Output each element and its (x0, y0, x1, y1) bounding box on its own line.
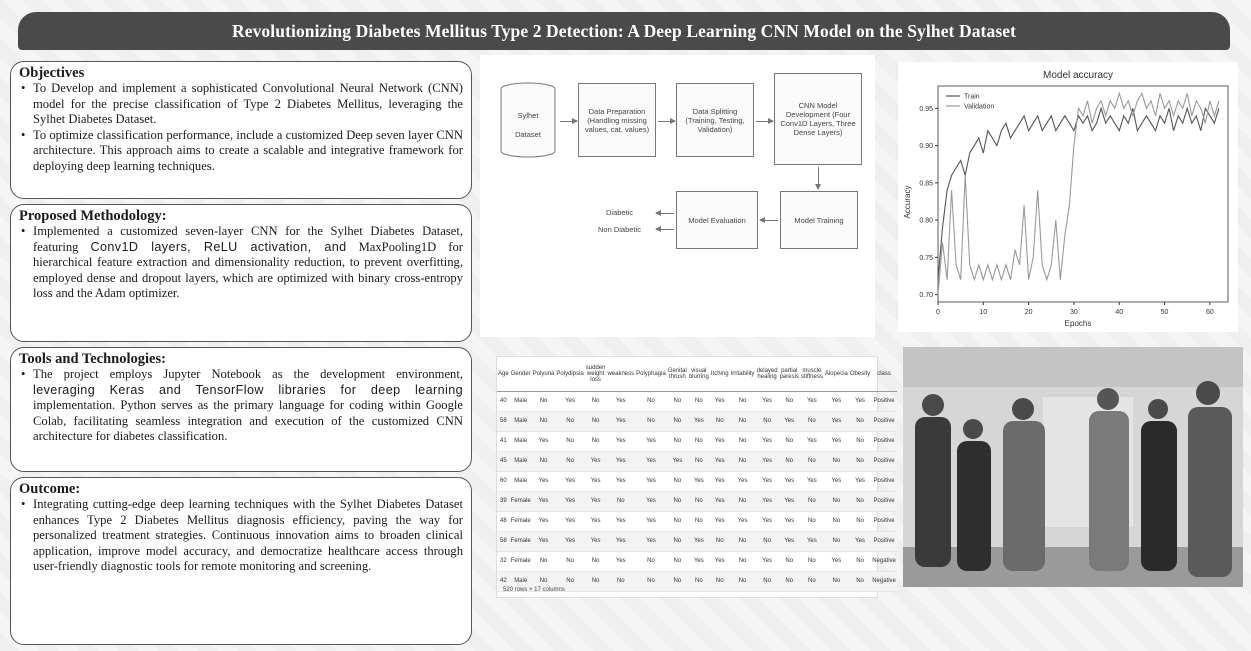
table-cell: Yes (606, 391, 635, 411)
table-cell: Yes (606, 551, 635, 571)
table-cell: Yes (824, 471, 849, 491)
table-column-header: partial paresis (779, 357, 800, 391)
table-cell: Yes (730, 511, 756, 531)
methodology-item (19, 224, 463, 302)
table-row (497, 491, 897, 511)
table-row (497, 531, 897, 551)
dataset-table-panel (496, 356, 896, 598)
table-cell: Positive (871, 451, 897, 471)
table-header-row (497, 357, 897, 391)
table-row (497, 411, 897, 431)
table-cell: 45 (497, 451, 510, 471)
outcome-list (19, 497, 463, 575)
table-cell: No (555, 411, 584, 431)
x-tick-label: 40 (1115, 309, 1124, 316)
table-cell: No (635, 391, 667, 411)
table-cell: No (730, 451, 756, 471)
table-cell: Yes (532, 531, 556, 551)
table-cell: No (606, 491, 635, 511)
tools-code-text: leveraging Keras and TensorFlow libraries for deep learning (33, 382, 463, 397)
chart-plot-area (919, 86, 1228, 316)
tools-text: The project employs Jupyter Notebook as the development environment, (33, 367, 463, 381)
table-cell: Yes (688, 471, 710, 491)
table-cell: No (710, 411, 730, 431)
methodology-list (19, 224, 463, 302)
series-line-train (938, 108, 1219, 279)
table-cell: No (849, 431, 871, 451)
table-cell: No (688, 431, 710, 451)
table-cell: Yes (606, 511, 635, 531)
table-cell: No (730, 571, 756, 591)
team-photo-image (903, 347, 1243, 587)
table-cell: Yes (800, 531, 824, 551)
table-cell: No (606, 571, 635, 591)
table-cell: Yes (667, 451, 688, 471)
table-cell: No (555, 571, 584, 591)
table-cell: Yes (849, 531, 871, 551)
table-cell: Yes (555, 531, 584, 551)
dataset-label (510, 111, 546, 139)
table-cell: Yes (606, 411, 635, 431)
chart-title: Model accuracy (1042, 70, 1114, 81)
table-column-header: muscle stiffness (800, 357, 824, 391)
table-row (497, 451, 897, 471)
poster-title: Revolutionizing Diabetes Mellitus Type 2 Detection: A Deep Learning CNN Model on the Sylhet Dataset (231, 20, 1017, 41)
table-row (497, 431, 897, 451)
table-cell: Yes (688, 551, 710, 571)
table-cell: 58 (497, 411, 510, 431)
table-cell: No (824, 571, 849, 591)
table-cell: Yes (635, 511, 667, 531)
table-cell: Male (510, 411, 532, 431)
objective-item: • To optimize classification performance, include a customized Deep seven layer CNN architecture. This approach aims to create a scalable and integrative framework for deploying deep learning techniques. (19, 128, 463, 175)
table-cell: No (756, 411, 779, 431)
table-cell: Yes (800, 431, 824, 451)
table-cell: No (756, 571, 779, 591)
dataset-table (497, 357, 897, 592)
methodology-code-text: Conv1D layers, ReLU activation, and (90, 239, 347, 254)
table-cell: Yes (710, 471, 730, 491)
table-cell: No (555, 431, 584, 451)
table-cell: Yes (585, 511, 607, 531)
table-cell: Yes (606, 531, 635, 551)
x-tick-label: 50 (1160, 309, 1169, 316)
table-cell: Male (510, 451, 532, 471)
table-cell: Positive (871, 531, 897, 551)
flow-arrow (560, 121, 577, 122)
table-cell: Yes (824, 391, 849, 411)
table-cell: No (555, 451, 584, 471)
table-cell: Yes (710, 431, 730, 451)
table-cell: No (779, 571, 800, 591)
table-footer: 520 rows × 17 columns (503, 587, 565, 593)
table-cell: Yes (635, 431, 667, 451)
table-cell: Yes (756, 391, 779, 411)
table-cell: No (730, 411, 756, 431)
x-tick-label: 10 (979, 309, 988, 316)
table-cell: No (779, 391, 800, 411)
y-tick-label: 0.80 (919, 217, 933, 225)
objectives-heading: Objectives (19, 65, 85, 81)
table-cell: Yes (710, 391, 730, 411)
table-cell: No (849, 511, 871, 531)
splitting-step: Data Splitting (Training, Testing, Validation) (676, 83, 754, 157)
table-cell: No (824, 511, 849, 531)
table-cell: Yes (779, 411, 800, 431)
chart-xlabel: Epochs (1064, 319, 1092, 328)
methodology-heading: Proposed Methodology: (19, 208, 167, 224)
table-cell: 39 (497, 491, 510, 511)
table-cell: Yes (756, 511, 779, 531)
table-cell: Yes (756, 471, 779, 491)
table-cell: Yes (585, 531, 607, 551)
x-tick-label: 20 (1024, 309, 1033, 316)
table-cell: No (710, 571, 730, 591)
table-cell: No (585, 411, 607, 431)
series-line-validation (938, 93, 1219, 294)
table-cell: Yes (635, 451, 667, 471)
table-cell: Male (510, 391, 532, 411)
table-cell: No (688, 491, 710, 511)
table-cell: No (688, 391, 710, 411)
table-cell: Yes (710, 491, 730, 511)
table-cell: Yes (555, 511, 584, 531)
table-column-header: Polyphagia (635, 357, 667, 391)
table-cell: Yes (710, 551, 730, 571)
table-cell: Positive (871, 391, 897, 411)
table-cell: Male (510, 471, 532, 491)
table-cell: Yes (800, 391, 824, 411)
table-cell: No (849, 411, 871, 431)
accuracy-chart-panel (898, 62, 1238, 332)
x-tick-label: 30 (1070, 309, 1078, 316)
table-cell: No (635, 551, 667, 571)
table-cell: Yes (710, 511, 730, 531)
dataset-label-line: Dataset (515, 130, 541, 139)
table-cell: No (585, 571, 607, 591)
y-tick-label: 0.90 (919, 143, 933, 151)
accuracy-chart (898, 62, 1238, 332)
table-cell: Yes (756, 551, 779, 571)
table-cell: No (800, 491, 824, 511)
table-cell: Negative (871, 551, 897, 571)
table-cell: No (730, 431, 756, 451)
table-cell: No (730, 551, 756, 571)
training-step: Model Training (780, 191, 858, 249)
table-column-header: Polyuria (532, 357, 556, 391)
table-cell: No (667, 491, 688, 511)
table-cell: No (667, 511, 688, 531)
outcome-section (10, 477, 472, 645)
table-row (497, 511, 897, 531)
table-cell: 40 (497, 391, 510, 411)
table-cell: No (635, 571, 667, 591)
methodology-flowchart (480, 55, 875, 337)
table-cell: No (730, 391, 756, 411)
table-cell: Yes (779, 531, 800, 551)
table-body (497, 391, 897, 591)
table-cell: Yes (824, 411, 849, 431)
architecture-step: CNN Model Development (Four Conv1D Layers, Three Dense Layers) (774, 73, 862, 165)
table-cell: No (532, 571, 556, 591)
table-cell: Positive (871, 511, 897, 531)
flow-arrow (760, 220, 778, 221)
table-row (497, 391, 897, 411)
table-cell: Female (510, 511, 532, 531)
table-cell: Female (510, 491, 532, 511)
objectives-section (10, 61, 472, 199)
legend-label: Train (964, 93, 980, 101)
table-cell: Female (510, 531, 532, 551)
table-cell: Yes (532, 431, 556, 451)
y-tick-label: 0.95 (919, 105, 933, 113)
table-cell: No (532, 551, 556, 571)
table-cell: No (779, 551, 800, 571)
table-column-header: Polydipsia (555, 357, 584, 391)
table-cell: No (667, 411, 688, 431)
tools-text-rest: implementation. Python serves as the primary language for coding within Google Colab, facilitating seamless integration and execution of the customized CNN architecture for diabetes classification. (33, 398, 463, 444)
flow-arrow (656, 229, 674, 230)
table-cell: No (800, 551, 824, 571)
flow-arrow (756, 121, 773, 122)
table-cell: No (585, 431, 607, 451)
table-cell: No (667, 571, 688, 591)
table-cell: Yes (635, 471, 667, 491)
table-cell: Yes (779, 511, 800, 531)
y-tick-label: 0.75 (919, 254, 933, 262)
table-row (497, 551, 897, 571)
title-banner (18, 12, 1230, 50)
table-cell: Male (510, 431, 532, 451)
table-cell: Positive (871, 471, 897, 491)
table-cell: Yes (849, 391, 871, 411)
table-cell: Male (510, 571, 532, 591)
table-row (497, 471, 897, 491)
outcome-item: • Integrating cutting-edge deep learning techniques with the Sylhet Diabetes Dataset enhances Type 2 Diabetes Mellitus diagnosis efficiency, paving the way for personalized treatment strategies. Continuous innovation aims to broaden clinical application, improve model accuracy, and democratize healthcare access through user-friendly diagnostic tools for remote monitoring and screening. (19, 497, 463, 575)
table-column-header: Obesity (849, 357, 871, 391)
table-cell: Yes (730, 471, 756, 491)
table-cell: No (824, 451, 849, 471)
table-cell: Yes (606, 471, 635, 491)
table-cell: Yes (585, 491, 607, 511)
table-cell: No (849, 551, 871, 571)
tools-section (10, 347, 472, 472)
preprocessing-step: Data Preparation (Handling missing values, cat. values) (578, 83, 656, 157)
table-cell: No (688, 511, 710, 531)
table-cell: No (800, 451, 824, 471)
table-cell: Yes (688, 531, 710, 551)
table-column-header: Genital thrush (667, 357, 688, 391)
objectives-list (19, 81, 463, 175)
table-cell: No (635, 411, 667, 431)
table-cell: Yes (555, 471, 584, 491)
table-column-header: Age (497, 357, 510, 391)
y-tick-label: 0.85 (919, 180, 933, 188)
table-cell: No (730, 531, 756, 551)
table-cell: Yes (849, 471, 871, 491)
table-cell: Yes (779, 471, 800, 491)
table-cell: No (800, 571, 824, 591)
table-cell: No (779, 451, 800, 471)
flow-arrow (656, 213, 674, 214)
table-cell: No (849, 491, 871, 511)
table-cell: Yes (710, 451, 730, 471)
dataset-label-line: Sylhet (517, 111, 539, 120)
table-cell: Positive (871, 491, 897, 511)
table-cell: Yes (824, 551, 849, 571)
methodology-section (10, 204, 472, 342)
table-cell: Yes (532, 511, 556, 531)
table-cell: 48 (497, 511, 510, 531)
table-cell: 41 (497, 431, 510, 451)
table-column-header: Gender (510, 357, 532, 391)
x-tick-label: 0 (936, 309, 940, 316)
table-cell: No (532, 391, 556, 411)
legend-label: Validation (964, 103, 995, 111)
flow-arrow-down (818, 167, 819, 189)
table-cell: No (667, 471, 688, 491)
table-column-header: weakness (606, 357, 635, 391)
table-cell: Yes (756, 431, 779, 451)
tools-item (19, 367, 463, 445)
table-cell: Yes (635, 531, 667, 551)
output-diabetic: Diabetic (606, 208, 634, 217)
table-cell: Yes (779, 491, 800, 511)
table-cell: 60 (497, 471, 510, 491)
table-cell: Yes (800, 471, 824, 491)
table-cell: Yes (585, 471, 607, 491)
table-cell: Negative (871, 571, 897, 591)
objective-item: • To Develop and implement a sophisticated Convolutional Neural Network (CNN) model for the precise classification of Type 2 Diabetes Mellitus, leveraging the Sylhet Diabetes Dataset. (19, 81, 463, 128)
table-column-header: delayed healing (756, 357, 779, 391)
table-cell: Yes (756, 451, 779, 471)
outcome-heading: Outcome: (19, 481, 81, 497)
table-cell: 42 (497, 571, 510, 591)
table-cell: No (800, 511, 824, 531)
table-cell: Yes (756, 491, 779, 511)
table-cell: No (824, 531, 849, 551)
table-cell: Yes (635, 491, 667, 511)
table-column-header: class (871, 357, 897, 391)
table-cell: Yes (688, 411, 710, 431)
table-cell: No (585, 391, 607, 411)
table-cell: Positive (871, 431, 897, 451)
table-cell: Yes (532, 471, 556, 491)
chart-ylabel: Accuracy (903, 185, 912, 219)
table-column-header: sudden weight loss (585, 357, 607, 391)
table-cell: Yes (585, 451, 607, 471)
table-cell: Yes (555, 391, 584, 411)
table-cell: No (555, 551, 584, 571)
table-cell: No (688, 451, 710, 471)
table-cell: No (667, 431, 688, 451)
table-cell: 58 (497, 531, 510, 551)
table-cell: Yes (606, 451, 635, 471)
table-cell: No (585, 551, 607, 571)
table-cell: No (756, 531, 779, 551)
y-tick-label: 0.70 (919, 292, 933, 300)
tools-list (19, 367, 463, 445)
table-cell: No (849, 571, 871, 591)
table-cell: No (532, 451, 556, 471)
table-cell: 32 (497, 551, 510, 571)
table-cell: No (667, 551, 688, 571)
table-cell: Yes (606, 431, 635, 451)
table-cell: No (667, 391, 688, 411)
methodology-text-rest: MaxPooling1D for hierarchical feature extraction and dimensionality reduction, to prevent overfitting, employed dense and dropout layers, which are optimized with binary cross-entropy loss and the Adam optimizer. (33, 239, 463, 301)
table-cell: Yes (555, 491, 584, 511)
output-non-diabetic: Non Diabetic (598, 225, 641, 234)
table-cell: No (800, 411, 824, 431)
table-cell: No (849, 451, 871, 471)
table-cell: No (730, 491, 756, 511)
x-tick-label: 60 (1205, 309, 1214, 316)
tools-heading: Tools and Technologies: (19, 351, 166, 367)
table-cell: Yes (532, 491, 556, 511)
table-cell: Positive (871, 411, 897, 431)
team-photo (903, 347, 1243, 587)
table-cell: No (688, 571, 710, 591)
table-column-header: Itching (710, 357, 730, 391)
methodology-text: Implemented a customized seven-layer CNN for the Sylhet Diabetes Dataset, featuring (33, 224, 463, 254)
flow-arrow (658, 121, 675, 122)
table-column-header: visual blurring (688, 357, 710, 391)
table-cell: Female (510, 551, 532, 571)
table-cell: No (710, 531, 730, 551)
table-column-header: Irritability (730, 357, 756, 391)
table-cell: Yes (824, 431, 849, 451)
table-column-header: Alopecia (824, 357, 849, 391)
table-cell: No (779, 431, 800, 451)
evaluation-step: Model Evaluation (676, 191, 758, 249)
table-cell: No (532, 411, 556, 431)
table-cell: No (824, 491, 849, 511)
table-cell: No (667, 531, 688, 551)
